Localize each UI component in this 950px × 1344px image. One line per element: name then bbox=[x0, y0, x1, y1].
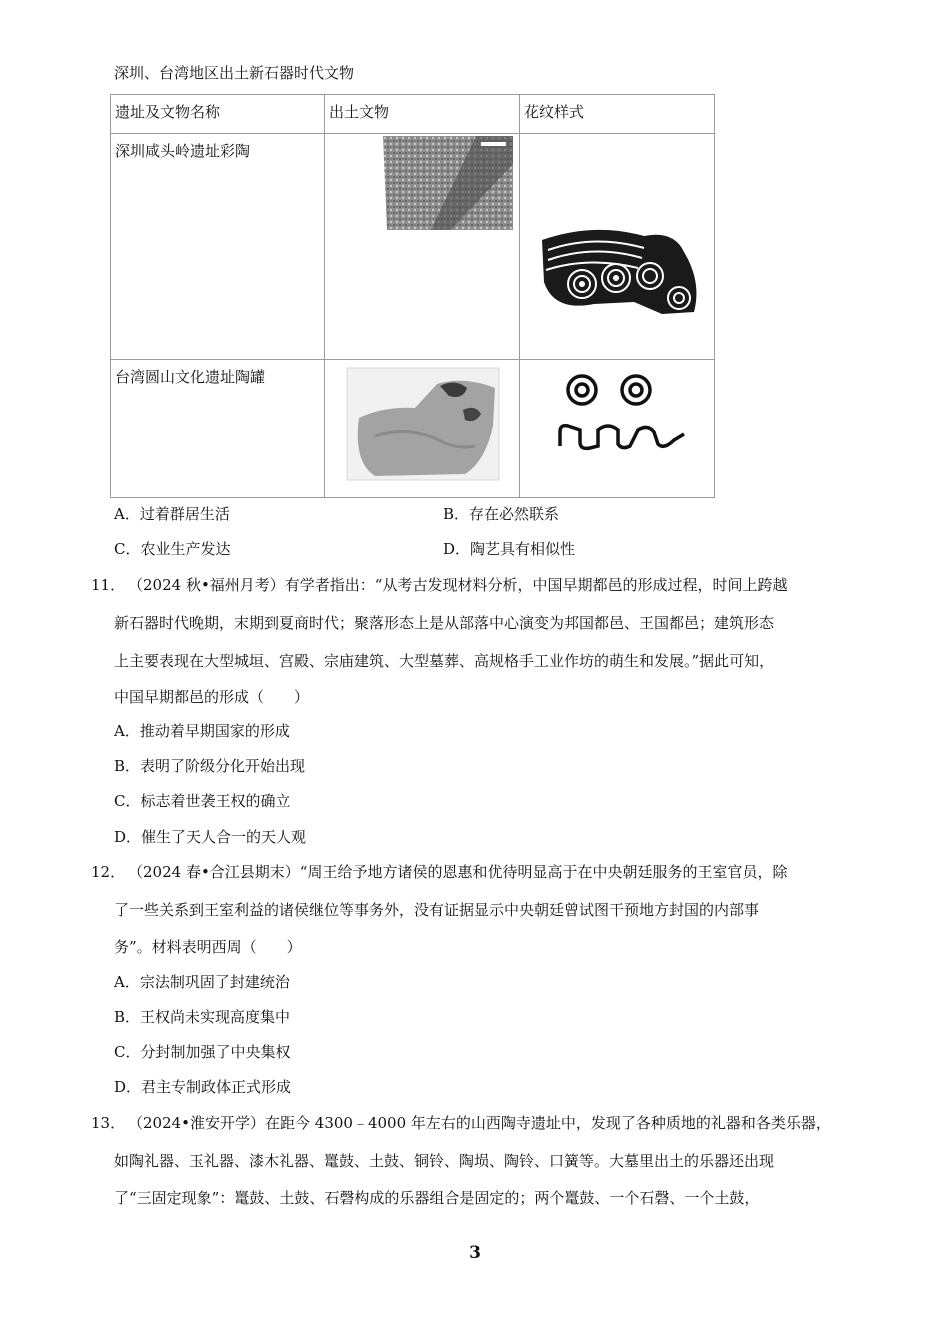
table-row bbox=[111, 134, 715, 360]
q11-option-c[interactable]: C．标志着世袭王权的确立 bbox=[114, 792, 291, 810]
table-caption: 深圳、台湾地区出土新石器时代文物 bbox=[114, 64, 355, 82]
row-site-name: 台湾圆山文化遗址陶罐 bbox=[111, 360, 325, 498]
q13-number: 13． bbox=[91, 1114, 126, 1132]
q10-option-b[interactable]: B．存在必然联系 bbox=[443, 505, 560, 523]
q13-stem-line: 了“三固定现象”：鼍鼓、土鼓、石磬构成的乐器组合是固定的；两个鼍鼓、一个石磬、一个土鼓， bbox=[114, 1189, 760, 1207]
q12-option-a[interactable]: A．宗法制巩固了封建统治 bbox=[114, 973, 290, 991]
q10-option-c[interactable]: C．农业生产发达 bbox=[114, 540, 231, 558]
q11-number: 11． bbox=[91, 576, 126, 594]
header-artifact: 出土文物 bbox=[325, 95, 520, 134]
relics-table bbox=[110, 94, 715, 498]
pottery-jar-fragment-image bbox=[325, 360, 520, 498]
q12-stem-line: 了一些关系到王室利益的诸侯继位等事务外，没有证据显示中央朝廷曾试图干预地方封国的内部事 bbox=[114, 901, 760, 919]
table-row bbox=[111, 360, 715, 498]
concentric-circle-pattern-image bbox=[520, 134, 715, 360]
q11-option-b[interactable]: B．表明了阶级分化开始出现 bbox=[114, 757, 306, 775]
double-circle-wave-pattern-image bbox=[520, 360, 715, 498]
header-pattern: 花纹样式 bbox=[520, 95, 715, 134]
q10-option-a[interactable]: A．过着群居生活 bbox=[114, 505, 230, 523]
q10-option-d[interactable]: D．陶艺具有相似性 bbox=[443, 540, 576, 558]
painted-pottery-fragment-image bbox=[325, 134, 520, 360]
q12-stem-line: 务”。材料表明西周（ ） bbox=[114, 938, 302, 956]
q12-option-b[interactable]: B．王权尚未实现高度集中 bbox=[114, 1008, 291, 1026]
q12-number: 12． bbox=[91, 863, 126, 881]
header-site-name: 遗址及文物名称 bbox=[111, 95, 325, 134]
q11-stem-line: 中国早期都邑的形成（ ） bbox=[114, 688, 310, 706]
q11-option-a[interactable]: A．推动着早期国家的形成 bbox=[114, 722, 290, 740]
q12-option-c[interactable]: C．分封制加强了中央集权 bbox=[114, 1043, 291, 1061]
q12-stem-line: （2024 春•合江县期末）“周王给予地方诸侯的恩惠和优待明显高于在中央朝廷服务的王室官员，除 bbox=[128, 863, 788, 881]
q13-stem-line: 如陶礼器、玉礼器、漆木礼器、鼍鼓、土鼓、铜铃、陶埙、陶铃、口簧等。大墓里出土的乐器还出现 bbox=[114, 1152, 775, 1170]
q12-option-d[interactable]: D．君主专制政体正式形成 bbox=[114, 1078, 292, 1096]
q11-stem-line: 上主要表现在大型城垣、宫殿、宗庙建筑、大型墓葬、高规格手工业作坊的萌生和发展。”据此可知， bbox=[114, 652, 775, 670]
q13-stem-line: （2024•淮安开学）在距今 4300﹣4000 年左右的山西陶寺遗址中，发现了各种质地的礼器和各类乐器， bbox=[128, 1114, 831, 1132]
table-header-row bbox=[111, 95, 715, 134]
row-site-name: 深圳咸头岭遗址彩陶 bbox=[111, 134, 325, 360]
q11-option-d[interactable]: D．催生了天人合一的天人观 bbox=[114, 828, 307, 846]
q11-stem-line: （2024 秋•福州月考）有学者指出：“从考古发现材料分析，中国早期都邑的形成过程，时间上跨越 bbox=[128, 576, 788, 594]
page-number: 3 bbox=[469, 1243, 481, 1263]
q11-stem-line: 新石器时代晚期，末期到夏商时代；聚落形态上是从部落中心演变为邦国都邑、王国都邑；建筑形态 bbox=[114, 614, 775, 632]
